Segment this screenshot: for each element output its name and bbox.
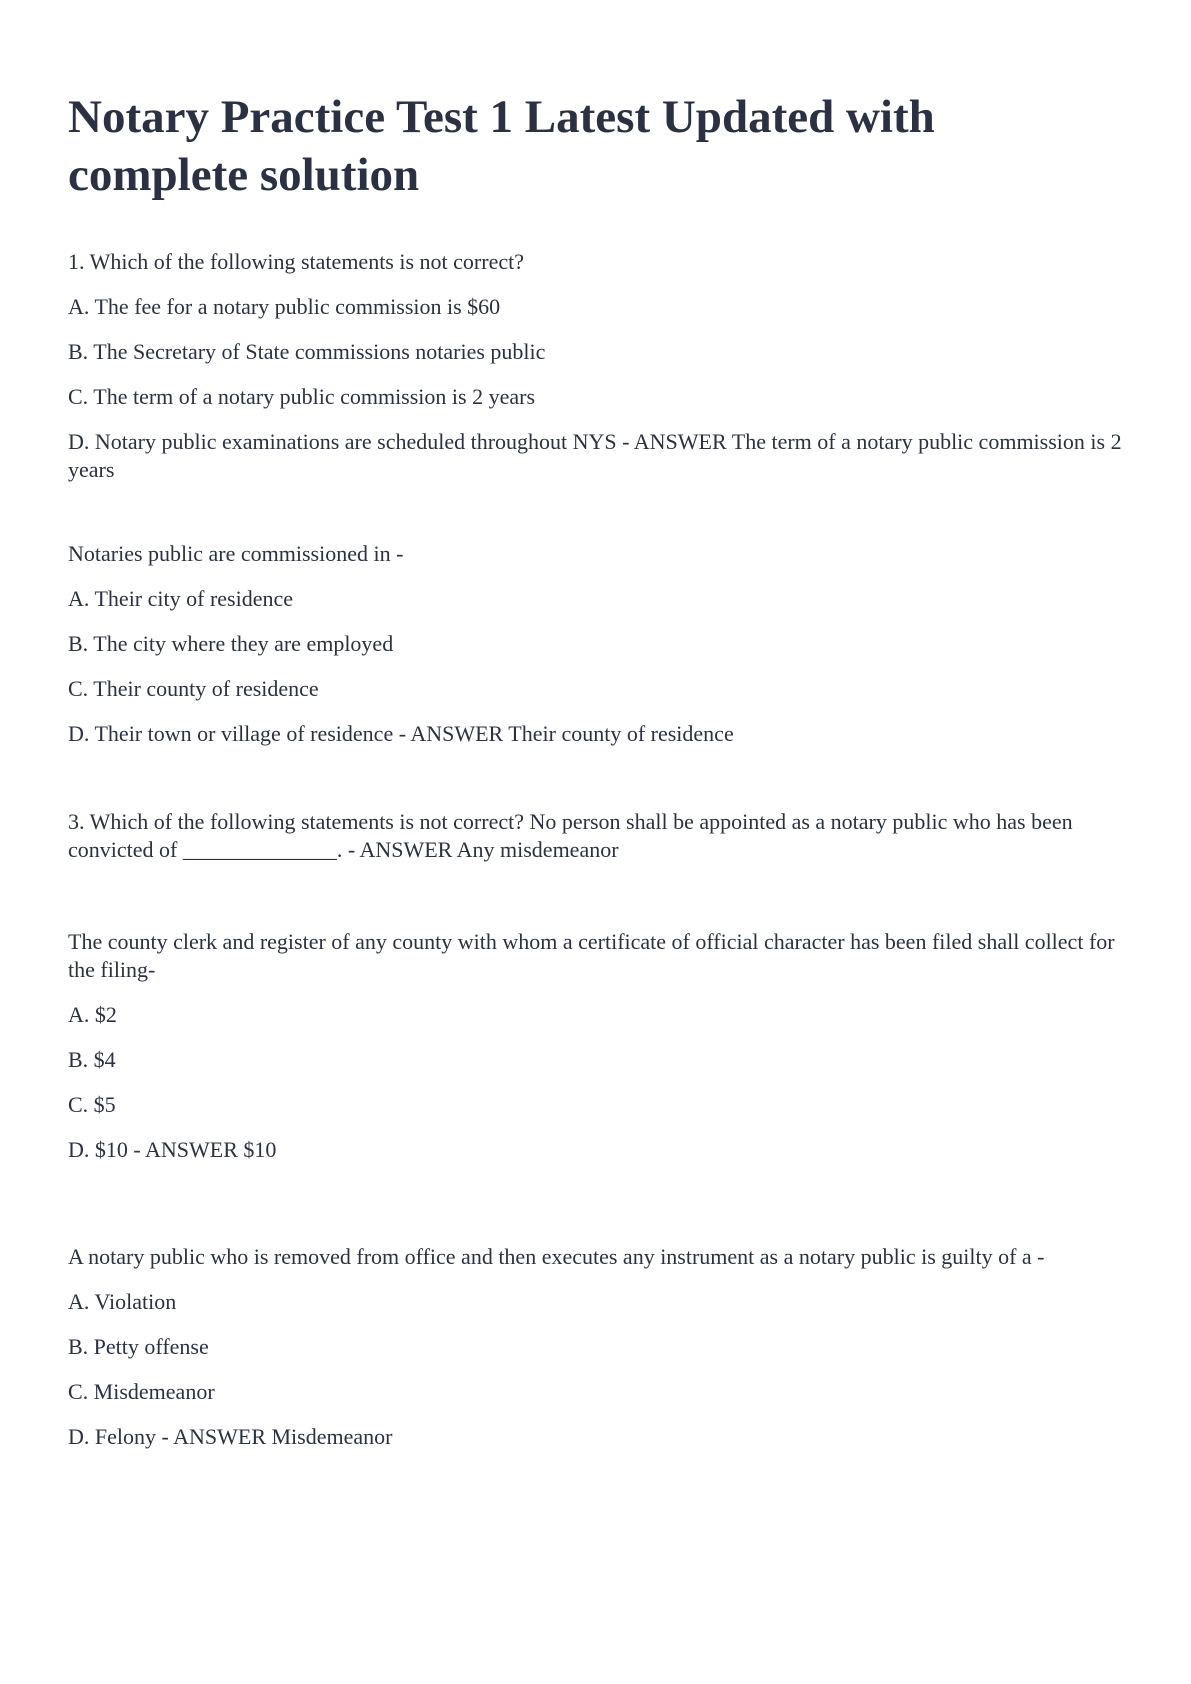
question-2-option-c: C. Their county of residence: [68, 676, 319, 701]
question-4-stem: The county clerk and register of any county with whom a certificate of official character has been filed shall collect for the filing-: [68, 929, 1115, 982]
question-5-stem: A notary public who is removed from office and then executes any instrument as a notary public is guilty of a -: [68, 1244, 1045, 1269]
question-5-option-d-answer: D. Felony - ANSWER Misdemeanor: [68, 1424, 393, 1449]
title-line-1: Notary Practice Test 1 Latest Updated with: [68, 91, 935, 143]
question-1-option-b: B. The Secretary of State commissions notaries public: [68, 339, 546, 364]
question-5: [68, 1243, 1128, 1451]
question-4-option-a: A. $2: [68, 1002, 117, 1027]
question-2-option-a: A. Their city of residence: [68, 586, 294, 611]
question-1-option-c: C. The term of a notary public commission is 2 years: [68, 384, 536, 409]
question-3: [68, 808, 1128, 864]
question-2-stem: Notaries public are commissioned in -: [68, 541, 404, 566]
title-line-2: complete solution: [68, 149, 420, 201]
question-1: [68, 248, 1128, 484]
document-page: [68, 88, 1128, 1449]
question-4-option-b: B. $4: [68, 1047, 116, 1072]
question-4: [68, 928, 1128, 1164]
question-5-option-a: A. Violation: [68, 1289, 177, 1314]
question-1-stem: 1. Which of the following statements is not correct?: [68, 249, 524, 274]
question-4-option-c: C. $5: [68, 1092, 116, 1117]
question-5-option-b: B. Petty offense: [68, 1334, 209, 1359]
question-1-option-d-answer: D. Notary public examinations are scheduled throughout NYS - ANSWER The term of a notary public commission is 2 years: [68, 429, 1122, 482]
question-2: [68, 540, 1128, 748]
question-4-option-d-answer: D. $10 - ANSWER $10: [68, 1137, 277, 1162]
question-2-option-d-answer: D. Their town or village of residence - ANSWER Their county of residence: [68, 721, 734, 746]
question-5-option-c: C. Misdemeanor: [68, 1379, 215, 1404]
question-3-stem-answer: 3. Which of the following statements is not correct? No person shall be appointed as a notary public who has been convicted of ______________. - ANSWER Any misdemeanor: [68, 809, 1073, 862]
question-1-option-a: A. The fee for a notary public commission is $60: [68, 294, 501, 319]
question-2-option-b: B. The city where they are employed: [68, 631, 394, 656]
document-title: [68, 88, 1128, 204]
